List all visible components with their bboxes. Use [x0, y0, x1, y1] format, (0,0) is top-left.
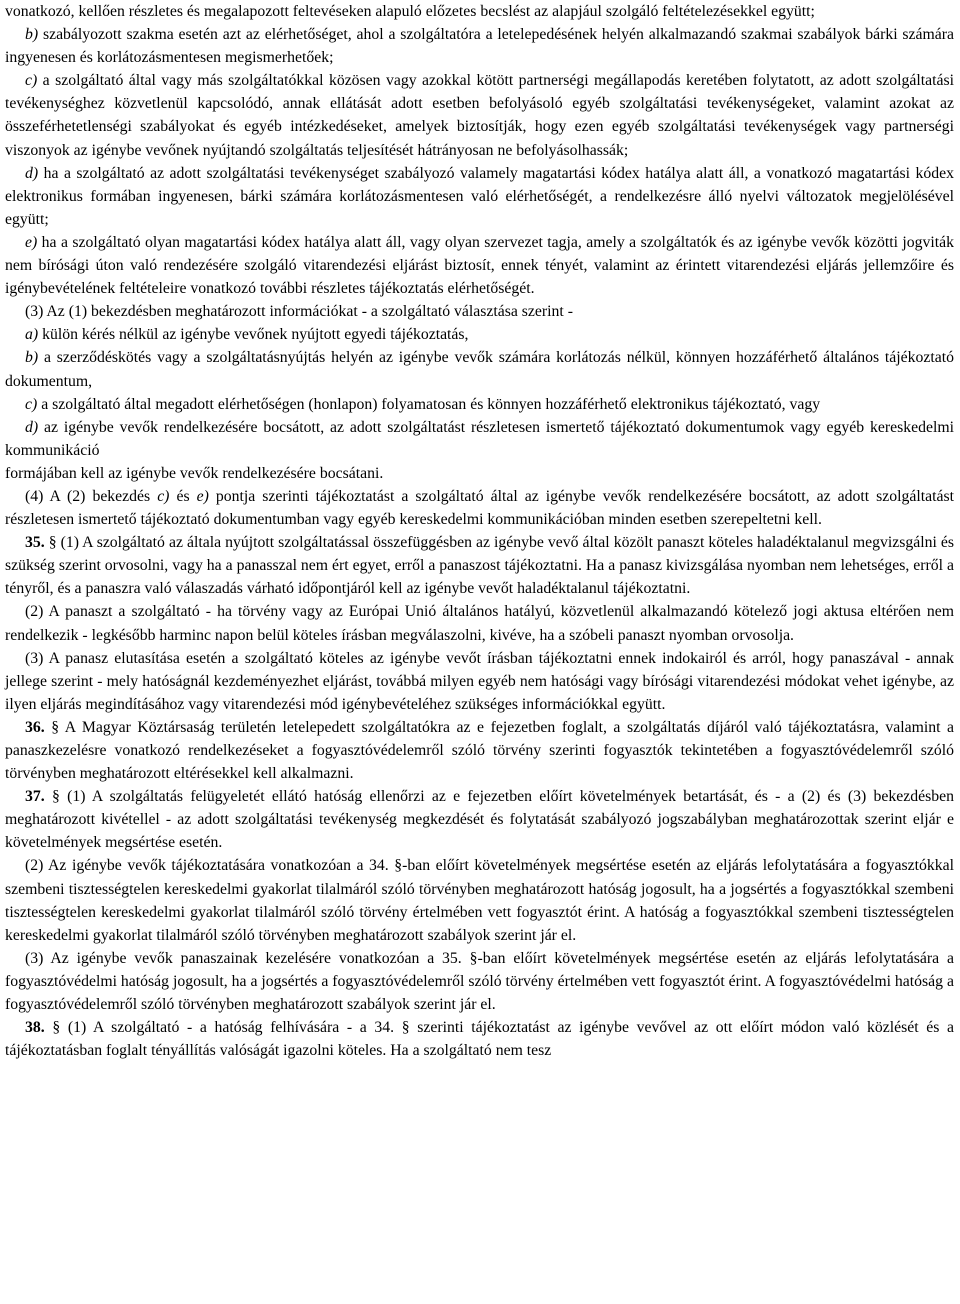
section-number: 35. — [25, 534, 45, 552]
paragraph-text: szabályozott szakma esetén azt az elérhetőséget, ahol a szolgáltatóra a letelepedésének helyén alkalmazandó szakmai szabályok bárki számára ingyenesen és korlátozásmentesen megismerhetőek; — [5, 26, 954, 67]
document-body — [5, 0, 954, 1062]
document-paragraph — [5, 69, 954, 161]
document-paragraph — [5, 531, 954, 600]
paragraph-text: (3) Az igénybe vevők panaszainak kezelésére vonatkozóan a 35. §-ban előírt követelmények megsértése esetén az eljárás lefolytatására a fogyasztóvédelmi hatóság jogosult, ha a jogsértés a fogyasztóvédelemről szóló törvény értelmében vett fogyasztót érint. A fogyasztóvédelmi hatóság a fogyasztóvédelemről szóló törvényben meghatározott szabályok szerint jár el. — [5, 949, 954, 1014]
paragraph-text: (2) A panaszt a szolgáltató - ha törvény vagy az Európai Unió általános hatályú, közvetlenül alkalmazandó kötelező jogi aktusa eltérően nem rendelkezik - legkésőbb harminc napon belül köteles írásban megválaszolni, kivéve, ha a szóbeli panaszt nyomban orvosolja. — [5, 603, 954, 644]
list-item-marker: b) — [25, 26, 39, 44]
document-paragraph — [5, 23, 954, 69]
document-paragraph — [5, 1016, 954, 1062]
paragraph-text: vonatkozó, kellően részletes és megalapozott feltevéseken alapuló előzetes becslést az alapjául szolgáló feltételezésekkel együtt; — [5, 3, 815, 20]
document-paragraph — [5, 785, 954, 854]
document-paragraph — [5, 647, 954, 716]
document-paragraph — [5, 854, 954, 946]
document-paragraph — [5, 323, 954, 346]
document-paragraph — [5, 393, 954, 416]
list-item-marker: c) — [157, 487, 170, 505]
document-paragraph — [5, 485, 954, 531]
document-paragraph — [5, 0, 954, 23]
paragraph-text: (3) Az (1) bekezdésben meghatározott információkat - a szolgáltató választása szerint - — [25, 303, 573, 321]
paragraph-text: § A Magyar Köztársaság területén letelepedett szolgáltatókra az e fejezetben foglalt, a szolgáltatás díjáról való tájékoztatásra, valamint a panaszkezelésre vonatkozó rendelkezéseket a fogyasztóvédelemről szóló törvény szerinti fogyasztók tekintetében a fogyasztóvédelemről szóló törvényben meghatározott eltérésekkel kell alkalmazni. — [5, 718, 954, 783]
section-number: 36. — [25, 718, 45, 736]
paragraph-text: külön kérés nélkül az igénybe vevőnek nyújtott egyedi tájékoztatás, — [38, 326, 469, 344]
section-number: 37. — [25, 788, 45, 806]
paragraph-text: § (1) A szolgáltatás felügyeletét ellátó hatóság ellenőrzi az e fejezetben előírt követelmények betartását, és - a (2) és (3) bekezdésben meghatározott kivétellel - az adott szolgáltatási tevékenység megkezdését és folytatását szabályozó jogszabályban meghatározottak szerint eljár e követelmények megsértése esetén. — [5, 788, 954, 852]
document-paragraph — [5, 416, 954, 462]
list-item-marker: b) — [25, 349, 39, 367]
list-item-marker: d) — [25, 164, 39, 182]
paragraph-text: a szolgáltató által vagy más szolgáltatókkal közösen vagy azokkal kötött partnerségi megállapodás keretében folytatott, az adott szolgáltatási tevékenységhez közvetlenül kapcsolódó, annak ellátását adott esetben befolyásoló egyéb szolgáltatási tevékenységeket, valamint azokat az összeférhetetlenségi szabályokat és egyéb intézkedéseket, amelyek biztosítják, hogy ezen egyéb szolgáltatási tevékenységek vagy partnerségi viszonyok az igénybe vevőnek nyújtandó szolgáltatás teljesítését hátrányosan ne befolyásolhassák; — [5, 72, 954, 159]
document-paragraph — [5, 716, 954, 785]
paragraph-text: és — [169, 487, 197, 505]
list-item-marker: d) — [25, 418, 39, 436]
list-item-marker: e) — [25, 233, 38, 251]
paragraph-text: § (1) A szolgáltató - a hatóság felhívására - a 34. § szerinti tájékoztatást az igénybe vevővel az ott előírt módon való közlését és a tájékoztatásban foglalt tényállítás valóságát igazolni köteles. Ha a szolgáltató nem tesz — [5, 1019, 954, 1060]
document-paragraph — [5, 162, 954, 231]
paragraph-text: pontja szerinti tájékoztatást a szolgáltató által az igénybe vevők rendelkezésére bocsátott, az adott szolgáltatást részletesen ismertető tájékoztató dokumentumban vagy egyéb kereskedelmi kommunikációban minden esetben szerepeltetni kell. — [5, 487, 954, 529]
paragraph-text: a szerződéskötés vagy a szolgáltatásnyújtás helyén az igénybe vevők számára korlátozás nélkül, könnyen hozzáférhető általános tájékoztató dokumentum, — [5, 349, 954, 390]
paragraph-text: formájában kell az igénybe vevők rendelkezésére bocsátani. — [5, 464, 384, 482]
document-paragraph — [5, 462, 954, 485]
paragraph-text: az igénybe vevők rendelkezésére bocsátott, az adott szolgáltatást részletesen ismertető tájékoztató dokumentumok vagy egyéb kereskedelmi kommunikáció — [5, 418, 954, 459]
paragraph-text: (2) Az igénybe vevők tájékoztatására vonatkozóan a 34. §-ban előírt követelmények megsértése esetén az eljárás lefolytatására a fogyasztókkal szembeni tisztességtelen kereskedelmi gyakorlat tilalmáról szóló törvényben meghatározott hatóság jogosult, ha a jogsértés a fogyasztókkal szembeni tisztességtelen kereskedelmi gyakorlat tilalmáról szóló törvény értelmében vett fogyasztót érint. A hatóság a fogyasztókkal szembeni tisztességtelen kereskedelmi gyakorlat tilalmáról szóló törvényben meghatározott szabályok szerint jár el. — [5, 857, 954, 944]
section-number: 38. — [25, 1019, 45, 1037]
list-item-marker: c) — [25, 395, 38, 413]
document-paragraph — [5, 346, 954, 392]
paragraph-text: (4) A (2) bekezdés — [25, 487, 158, 505]
list-item-marker: e) — [196, 487, 209, 505]
document-paragraph — [5, 231, 954, 300]
document-paragraph — [5, 600, 954, 646]
document-paragraph — [5, 300, 954, 323]
paragraph-text: § (1) A szolgáltató az általa nyújtott szolgáltatással összefüggésben az igénybe vevő által közölt panaszt köteles haladéktalanul megvizsgálni és szükség szerint orvosolni, vagy ha a panasszal nem ért egyet, erről a panaszost tájékoztatni. Ha a panasz kivizsgálása nyomban nem lehetséges, erről a tényről, és a panaszra való válaszadás várható időpontjáról kell az igénybe vevőt haladéktalanul tájékoztatni. — [5, 534, 954, 598]
paragraph-text: ha a szolgáltató olyan magatartási kódex hatálya alatt áll, vagy olyan szervezet tagja, amely a szolgáltatók és az igénybe vevők közötti jogviták nem bírósági úton való rendezésére szolgáló vitarendezési eljárást biztosít, ennek tényét, valamint az érintett vitarendezési eljárás jellemzőire és igénybevételének feltételeire vonatkozó további részletes tájékoztatás elérhetőségét. — [5, 233, 954, 298]
paragraph-text: a szolgáltató által megadott elérhetőségen (honlapon) folyamatosan és könnyen hozzáférhető elektronikus tájékoztató, vagy — [37, 395, 821, 413]
paragraph-text: ha a szolgáltató az adott szolgáltatási tevékenységet szabályozó valamely magatartási kódex hatálya alatt áll, a vonatkozó magatartási kódex elektronikus formában ingyenesen, bárki számára korlátozásmentesen való elérhetőségét, a rendelkezésre álló nyelvi változatok megjelölésével együtt; — [5, 164, 954, 228]
paragraph-text: (3) A panasz elutasítása esetén a szolgáltató köteles az igénybe vevőt írásban tájékoztatni ennek indokairól és arról, hogy panaszával - annak jellege szerint - mely hatóságnál kezdeményezhet eljárást, továbbá milyen egyéb nem hatósági vagy bírósági vitarendezési módokat vehet igénybe, az ilyen eljárás megindításához vagy vitarendezési mód igénybevételéhez szükséges információkkal együtt. — [5, 649, 954, 713]
document-paragraph — [5, 947, 954, 1016]
list-item-marker: c) — [25, 72, 38, 90]
list-item-marker: a) — [25, 326, 39, 344]
